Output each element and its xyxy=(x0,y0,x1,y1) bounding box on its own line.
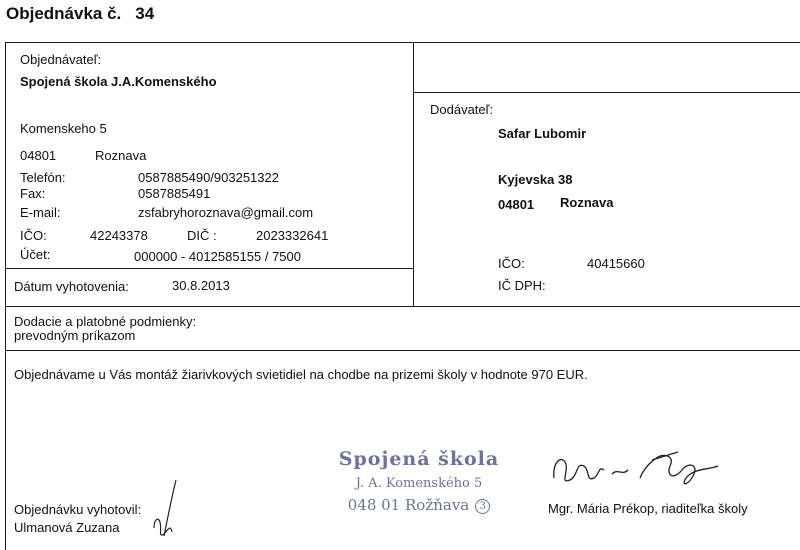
table-top-border xyxy=(5,42,800,43)
phone-value: 0587885490/903251322 xyxy=(138,170,279,185)
email-value: zsfabryhoroznava@gmail.com xyxy=(138,205,314,220)
supplier-street: Kyjevska 38 xyxy=(498,172,573,187)
signatory-name: Mgr. Mária Prékop, riaditeľka školy xyxy=(548,501,748,516)
stamp-line-1: Spojená škola xyxy=(338,448,500,470)
supplier-icdph-label: IČ DPH: xyxy=(498,278,546,293)
order-body-text: Objednávame u Vás montáž žiarivkových svietidiel na chodbe na prizemi školy v hodnote 970 EUR. xyxy=(14,367,588,382)
supplier-name: Safar Lubomir xyxy=(498,126,587,141)
supplier-ico-value: 40415660 xyxy=(587,256,645,271)
stamp-line-2: J. A. Komenského 5 xyxy=(355,476,483,491)
buyer-dic-value: 2023332641 xyxy=(256,228,329,243)
terms-row-top xyxy=(5,306,414,307)
buyer-ico-value: 42243378 xyxy=(90,228,148,243)
email-label: E-mail: xyxy=(20,205,61,220)
table-left-border xyxy=(5,42,6,550)
phone-label: Telefón: xyxy=(20,170,66,185)
fax-label: Fax: xyxy=(20,186,46,201)
stamp-line-3-row xyxy=(330,496,508,514)
page-title xyxy=(6,4,154,24)
supplier-heading: Dodávateľ: xyxy=(430,102,494,117)
buyer-name: Spojená škola J.A.Komenského xyxy=(20,74,217,89)
fax-value: 0587885491 xyxy=(138,186,211,201)
account-value: 000000 - 4012585155 / 7500 xyxy=(134,249,301,264)
school-stamp xyxy=(330,448,508,514)
buyer-zip: 04801 xyxy=(20,148,57,163)
supplier-box-top xyxy=(413,92,800,93)
stamp-mark: 3 xyxy=(475,499,490,514)
buyer-ico-label: IČO: xyxy=(20,228,47,243)
date-row-top xyxy=(5,268,414,269)
director-signature xyxy=(548,440,738,496)
order-title-label: Objednávka č. xyxy=(6,4,122,23)
supplier-zip: 04801 xyxy=(498,197,535,212)
date-value: 30.8.2013 xyxy=(172,278,230,293)
issued-by-label: Objednávku vyhotovil: xyxy=(14,502,142,517)
order-number: 34 xyxy=(135,4,155,23)
supplier-ico-label: IČO: xyxy=(498,256,525,271)
buyer-dic-label: DIČ : xyxy=(187,228,217,243)
account-label: Účet: xyxy=(20,247,51,262)
stamp-line-3: 048 01 Rožňava xyxy=(347,496,470,514)
issuer-signature xyxy=(146,476,186,548)
supplier-box-bottom xyxy=(413,306,800,307)
buyer-heading: Objednávateľ: xyxy=(20,52,102,67)
body-row-top xyxy=(5,350,800,351)
terms-value: prevodným príkazom xyxy=(14,328,136,343)
supplier-city: Roznava xyxy=(560,195,614,210)
buyer-street: Komenskeho 5 xyxy=(20,121,107,136)
date-label: Dátum vyhotovenia: xyxy=(14,279,129,294)
issued-by-name: Ulmanová Zuzana xyxy=(14,520,120,535)
terms-label: Dodacie a platobné podmienky: xyxy=(14,314,197,329)
buyer-city: Roznava xyxy=(95,148,147,163)
